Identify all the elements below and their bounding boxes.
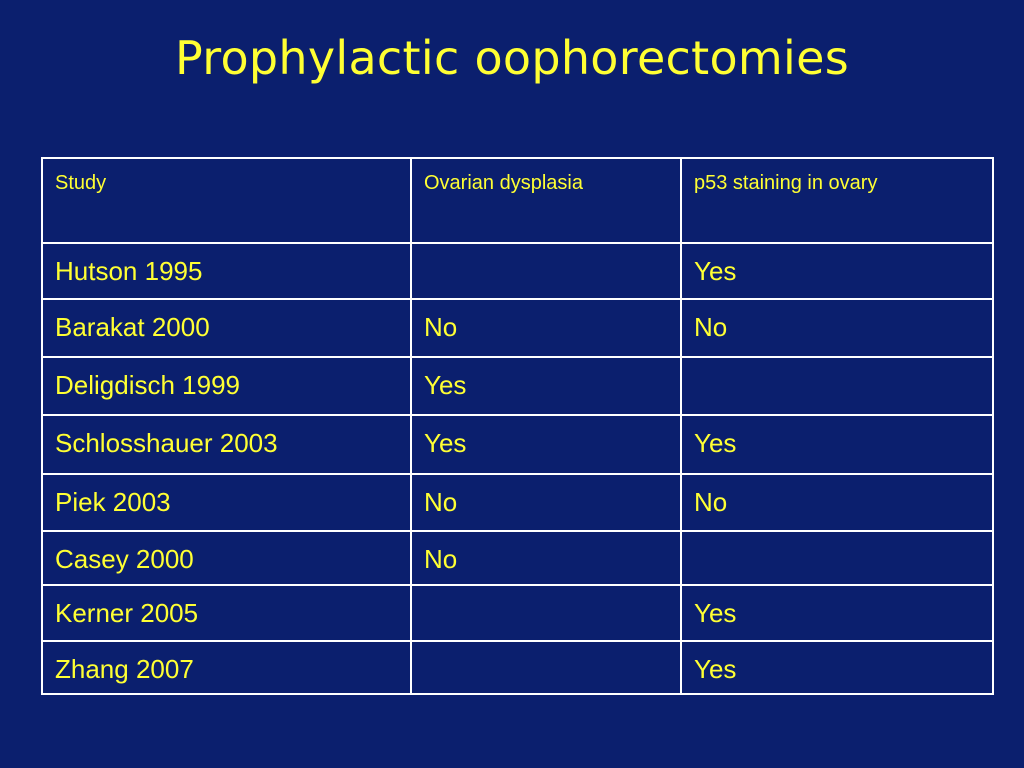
study-cell: Hutson 1995 [42,243,411,299]
p53-cell [681,531,993,585]
p53-cell: No [681,474,993,531]
header-cell-study: Study [42,158,411,243]
dysplasia-cell: No [411,531,681,585]
p53-cell [681,357,993,415]
dysplasia-cell [411,641,681,694]
table-row [42,474,993,531]
p53-cell: Yes [681,641,993,694]
study-cell: Piek 2003 [42,474,411,531]
dysplasia-cell: Yes [411,357,681,415]
study-cell: Zhang 2007 [42,641,411,694]
study-table [41,157,994,695]
table-row [42,243,993,299]
table-header-row [42,158,993,243]
table-row [42,531,993,585]
study-cell: Schlosshauer 2003 [42,415,411,474]
dysplasia-cell: No [411,474,681,531]
p53-cell: No [681,299,993,357]
dysplasia-cell: No [411,299,681,357]
slide-title: Prophylactic oophorectomies [175,31,849,85]
header-cell-ovarian-dysplasia: Ovarian dysplasia [411,158,681,243]
study-cell: Barakat 2000 [42,299,411,357]
table-row [42,357,993,415]
table-row [42,585,993,641]
table-row [42,299,993,357]
p53-cell: Yes [681,243,993,299]
study-cell: Kerner 2005 [42,585,411,641]
table-row [42,641,993,694]
p53-cell: Yes [681,585,993,641]
dysplasia-cell [411,585,681,641]
header-cell-p53-staining: p53 staining in ovary [681,158,993,243]
study-cell: Casey 2000 [42,531,411,585]
study-cell: Deligdisch 1999 [42,357,411,415]
dysplasia-cell [411,243,681,299]
dysplasia-cell: Yes [411,415,681,474]
p53-cell: Yes [681,415,993,474]
table-row [42,415,993,474]
